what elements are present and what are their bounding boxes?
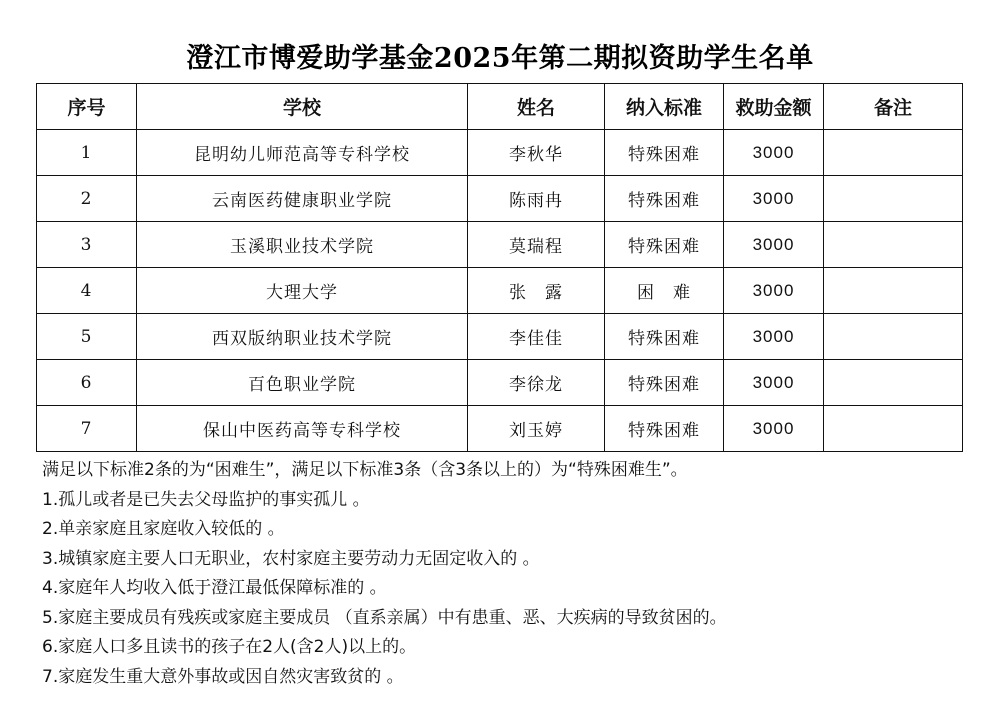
cell-standard: 特殊困难	[605, 222, 724, 268]
note-item: 7.家庭发生重大意外事故或因自然灾害致贫的 。	[42, 666, 404, 687]
cell-school: 玉溪职业技术学院	[137, 222, 468, 268]
table-header-row	[37, 84, 963, 130]
cell-school: 大理大学	[137, 268, 468, 314]
cell-name: 陈雨冉	[468, 176, 605, 222]
cell-school: 保山中医药高等专科学校	[137, 406, 468, 452]
table-row	[37, 360, 963, 406]
cell-amount: 3000	[724, 268, 824, 314]
cell-standard: 特殊困难	[605, 130, 724, 176]
table-row	[37, 406, 963, 452]
note-item: 6.家庭人口多且读书的孩子在2人(含2人)以上的。	[42, 637, 417, 657]
cell-serial-number: 7	[37, 406, 137, 452]
header-school: 学校	[137, 84, 468, 130]
note-item: 2.单亲家庭且家庭收入较低的 。	[42, 519, 285, 539]
cell-remark	[824, 176, 963, 222]
cell-serial-number: 3	[37, 222, 137, 268]
header-remark: 备注	[824, 84, 963, 130]
cell-school: 昆明幼儿师范高等专科学校	[137, 130, 468, 176]
header-standard: 纳入标准	[605, 84, 724, 130]
cell-name: 刘玉婷	[468, 406, 605, 452]
cell-serial-number: 5	[37, 314, 137, 360]
student-roster-table	[36, 83, 963, 452]
cell-standard: 困 难	[605, 268, 724, 314]
cell-name: 李佳佳	[468, 314, 605, 360]
cell-remark	[824, 222, 963, 268]
cell-serial-number: 2	[37, 176, 137, 222]
document-title: 澄江市博爱助学基金2025年第二期拟资助学生名单	[186, 43, 814, 74]
cell-standard: 特殊困难	[605, 314, 724, 360]
cell-amount: 3000	[724, 130, 824, 176]
note-item: 1.孤儿或者是已失去父母监护的事实孤儿 。	[42, 489, 370, 510]
header-serial-number: 序号	[37, 84, 137, 130]
cell-standard: 特殊困难	[605, 406, 724, 452]
eligibility-notes	[42, 456, 972, 692]
table-row	[37, 222, 963, 268]
cell-amount: 3000	[724, 176, 824, 222]
table-row	[37, 176, 963, 222]
cell-name: 张 露	[468, 268, 605, 314]
cell-school: 西双版纳职业技术学院	[137, 314, 468, 360]
header-amount: 救助金额	[724, 84, 824, 130]
note-item: 5.家庭主要成员有残疾或家庭主要成员 （直系亲属）中有患重、恶、大疾病的导致贫困的。	[42, 607, 727, 628]
cell-serial-number: 1	[37, 130, 137, 176]
cell-remark	[824, 268, 963, 314]
cell-serial-number: 4	[37, 268, 137, 314]
cell-name: 李秋华	[468, 130, 605, 176]
cell-school: 百色职业学院	[137, 360, 468, 406]
cell-standard: 特殊困难	[605, 176, 724, 222]
cell-remark	[824, 360, 963, 406]
cell-remark	[824, 314, 963, 360]
table-row	[37, 268, 963, 314]
table-row	[37, 130, 963, 176]
cell-school: 云南医药健康职业学院	[137, 176, 468, 222]
cell-amount: 3000	[724, 314, 824, 360]
table-row	[37, 314, 963, 360]
cell-amount: 3000	[724, 222, 824, 268]
cell-remark	[824, 406, 963, 452]
note-item: 3.城镇家庭主要人口无职业，农村家庭主要劳动力无固定收入的 。	[42, 548, 540, 569]
cell-amount: 3000	[724, 406, 824, 452]
cell-standard: 特殊困难	[605, 360, 724, 406]
cell-remark	[824, 130, 963, 176]
note-item: 4.家庭年人均收入低于澄江最低保障标准的 。	[42, 578, 387, 598]
cell-amount: 3000	[724, 360, 824, 406]
notes-intro: 满足以下标准2条的为“困难生”，满足以下标准3条（含3条以上的）为“特殊困难生”。	[42, 460, 688, 480]
cell-name: 莫瑞程	[468, 222, 605, 268]
cell-serial-number: 6	[37, 360, 137, 406]
cell-name: 李徐龙	[468, 360, 605, 406]
header-name: 姓名	[468, 84, 605, 130]
